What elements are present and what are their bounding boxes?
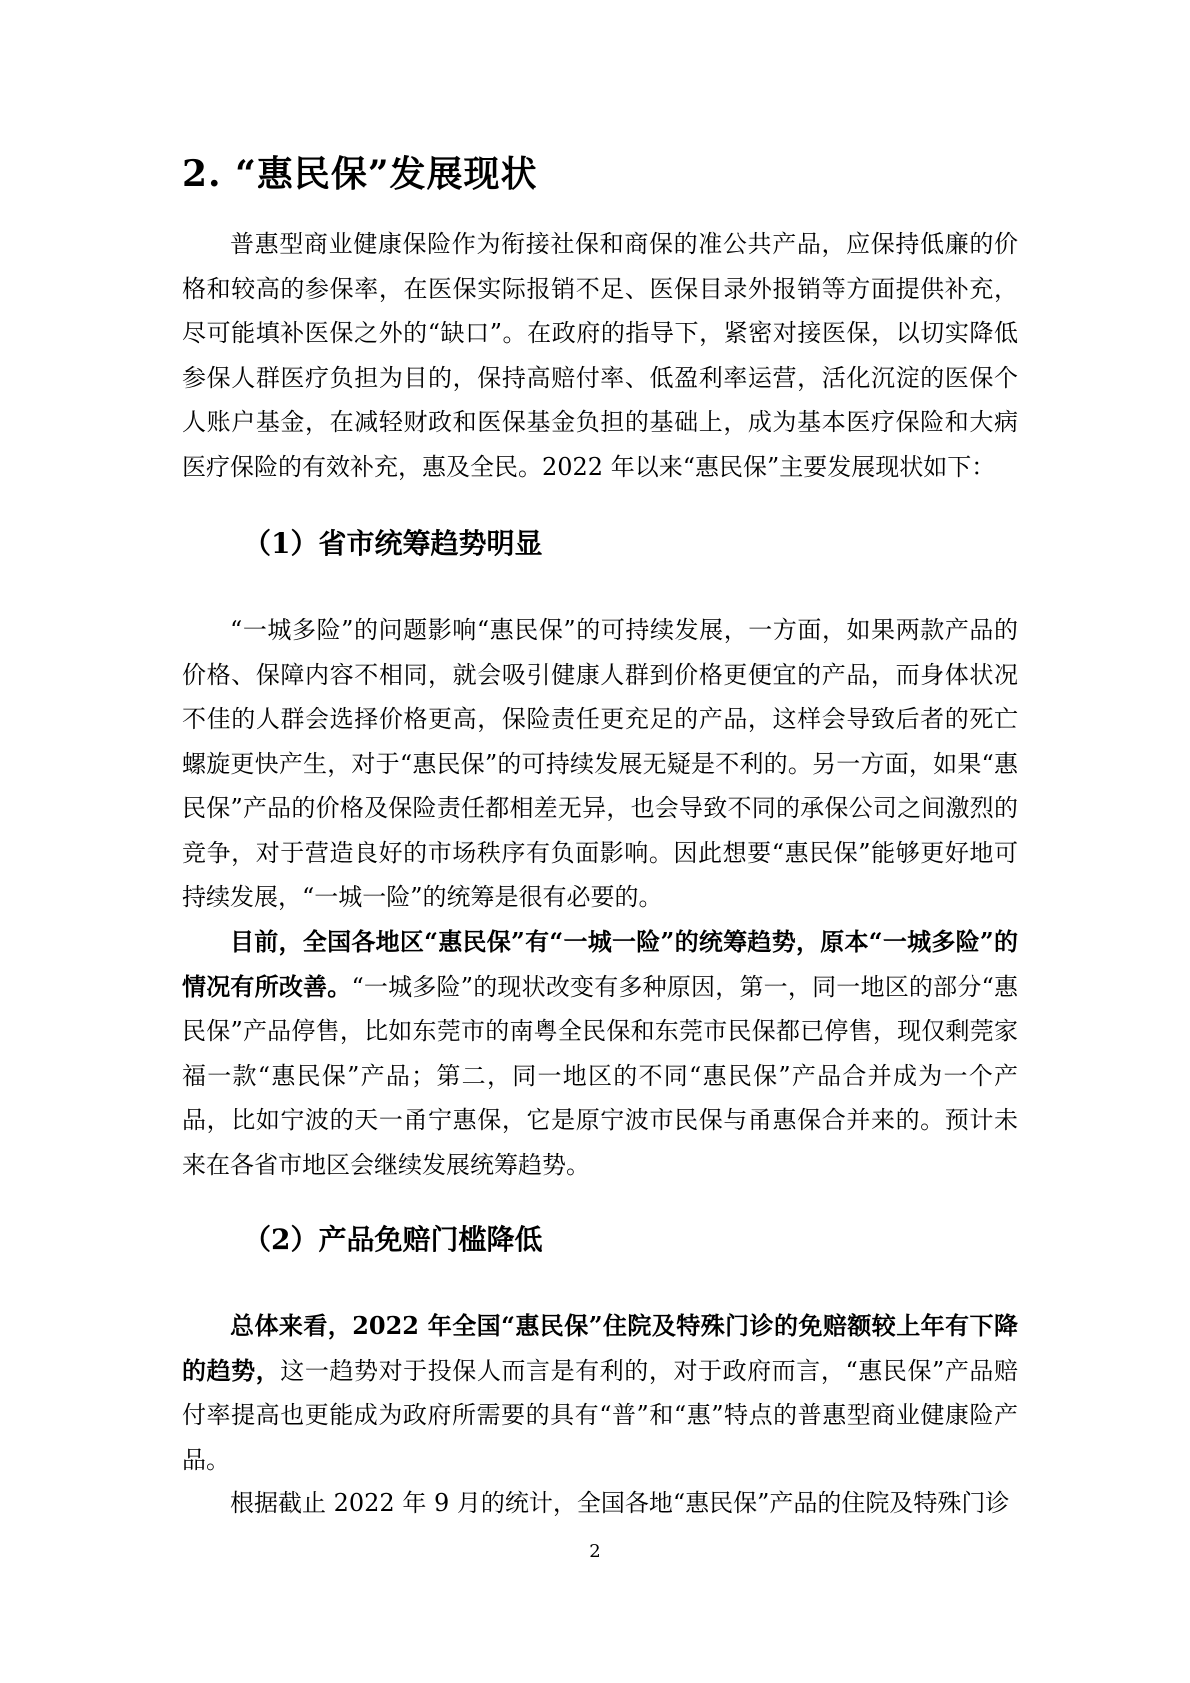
- subsection-1-paragraph-2-text: “一城多险”的现状改变有多种原因，第一，同一地区的部分“惠民保”产品停售，比如东莞市的南粤全民保和东莞市民保都已停售，现仅剩莞家福一款“惠民保”产品；第二，同一地区的不同“惠民保”产品合并成为一个产品，比如宁波的天一甬宁惠保，它是原宁波市民保与甬惠保合并来的。预计未来在各省市地区会继续发展统筹趋势。: [182, 972, 1018, 1179]
- subsection-1-paragraph-1: “一城多险”的问题影响“惠民保”的可持续发展，一方面，如果两款产品的价格、保障内容不相同，就会吸引健康人群到价格更便宜的产品，而身体状况不佳的人群会选择价格更高，保险责任更充足的产品，这样会导致后者的死亡螺旋更快产生，对于“惠民保”的可持续发展无疑是不利的。另一方面，如果“惠民保”产品的价格及保险责任都相差无异，也会导致不同的承保公司之间激烈的竞争，对于营造良好的市场秩序有负面影响。因此想要“惠民保”能够更好地可持续发展，“一城一险”的统筹是很有必要的。: [182, 616, 1018, 911]
- subsection-2-paragraph-1-emphasis: 总体来看，2022 年全国“惠民保”住院及特殊门诊的免赔额较上年有下降的趋势，: [182, 1311, 1018, 1385]
- subsection-1-paragraph-2: [182, 920, 1018, 1187]
- subsection-1-paragraph-2-emphasis: 目前，全国各地区“惠民保”有“一城一险”的统筹趋势，原本“一城多险”的情况有所改善。: [182, 927, 1018, 1001]
- subsection-2-paragraph-2: 根据截止 2022 年 9 月的统计，全国各地“惠民保”产品的住院及特殊门诊: [230, 1489, 1010, 1517]
- subsection-1-heading: （1）省市统筹趋势明显: [243, 527, 543, 560]
- page-number: 2: [589, 1541, 601, 1562]
- intro-paragraph: 普惠型商业健康保险作为衔接社保和商保的准公共产品，应保持低廉的价格和较高的参保率，在医保实际报销不足、医保目录外报销等方面提供补充，尽可能填补医保之外的“缺口”。在政府的指导下，紧密对接医保，以切实降低参保人群医疗负担为目的，保持高赔付率、低盈利率运营，活化沉淀的医保个人账户基金，在减轻财政和医保基金负担的基础上，成为基本医疗保险和大病医疗保险的有效补充，惠及全民。2022 年以来“惠民保”主要发展现状如下：: [182, 230, 1018, 481]
- subsection-2-heading: （2）产品免赔门槛降低: [243, 1223, 543, 1256]
- section-heading: 2. “惠民保”发展现状: [182, 153, 538, 195]
- subsection-2-paragraph-1-text: 这一趋势对于投保人而言是有利的，对于政府而言，“惠民保”产品赔付率提高也更能成为政府所需要的具有“普”和“惠”特点的普惠型商业健康险产品。: [182, 1356, 1018, 1474]
- subsection-2-paragraph-1: [182, 1304, 1018, 1482]
